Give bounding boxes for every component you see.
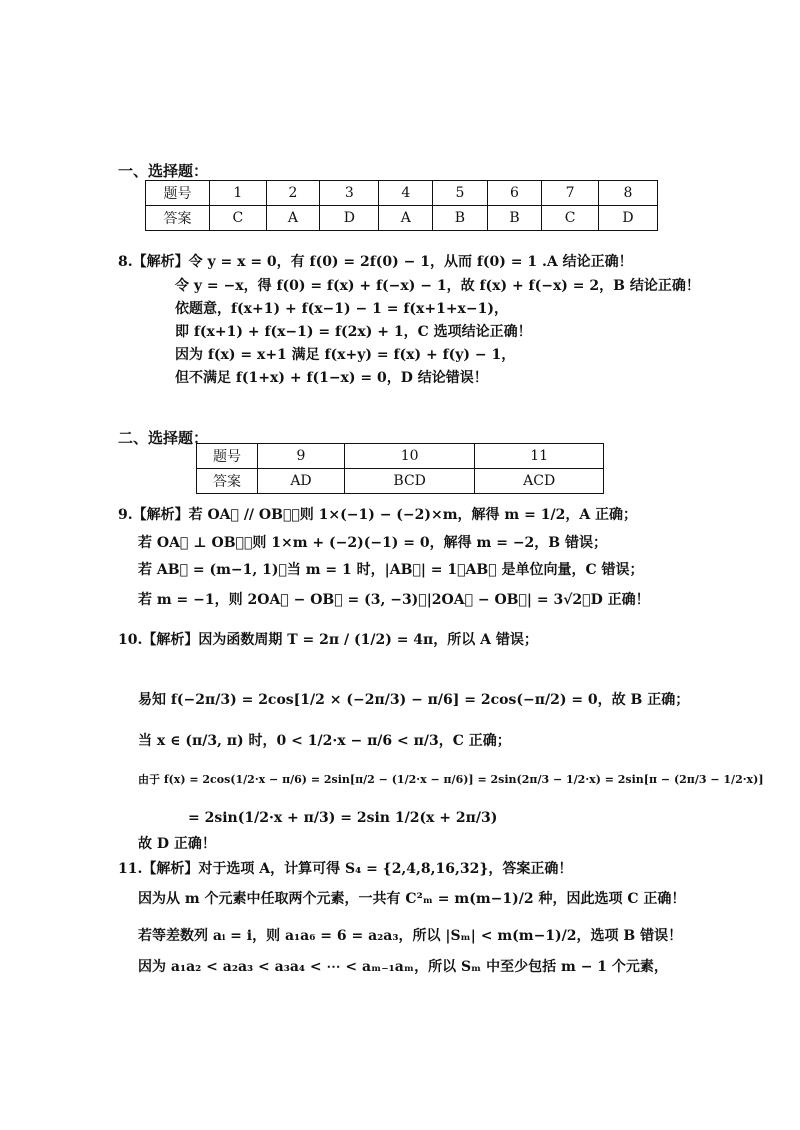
table-cell: AD [258,469,345,494]
q9-line-1: 9.【解析】若 OA⃗ // OB⃗，则 1×(−1) − (−2)×m，解得 m = 1/2，A 正确； [118,507,638,523]
table-cell: 8 [598,181,657,206]
q10-line-6: 故 D 正确！ [138,836,216,852]
q9-line-2: 若 OA⃗ ⊥ OB⃗，则 1×m + (−2)(−1) = 0，解得 m = −2，B 错误； [138,535,607,551]
table-cell: 题号 [197,444,258,469]
section1-title: 一、选择题： [118,162,209,180]
table-cell: 7 [542,181,599,206]
table-row [146,206,658,231]
q8-line-1: 8.【解析】令 y = x = 0，有 f(0) = 2f(0) − 1，从而 f(0) = 1 .A 结论正确！ [118,254,633,270]
table-row [197,469,604,494]
q11-line-4: 因为 a₁a₂ < a₂a₃ < a₃a₄ < ⋯ < aₘ₋₁aₘ，所以 Sₘ 中至少包括 m − 1 个元素， [138,959,668,975]
q11-line-3: 若等差数列 aᵢ = i，则 a₁a₆ = 6 = a₂a₃，所以 |Sₘ| < m(m−1)/2，选项 B 错误！ [138,928,683,944]
q8-line-3: 依题意，f(x+1) + f(x−1) − 1 = f(x+1+x−1)， [175,301,508,317]
q9-line-4: 若 m = −1，则 2OA⃗ − OB⃗ = (3, −3)，|2OA⃗ − OB⃗| = 3√2，D 正确！ [138,592,650,608]
table-cell: C [210,206,267,231]
q11-line-2: 因为从 m 个元素中任取两个元素，一共有 C²ₘ = m(m−1)/2 种，因此选项 C 正确！ [138,891,686,907]
table-cell: BCD [344,469,474,494]
table-cell: 答案 [197,469,258,494]
q10-line-2: 易知 f(−2π/3) = 2cos[1/2 × (−2π/3) − π/6] = 2cos(−π/2) = 0，故 B 正确； [138,692,690,708]
table-cell: 10 [344,444,474,469]
table-cell: 4 [379,181,433,206]
answer-table-2 [196,443,604,494]
table-cell: 答案 [146,206,210,231]
table-cell: 3 [320,181,379,206]
table-cell: D [598,206,657,231]
table-cell: A [266,206,320,231]
table-cell: 6 [487,181,542,206]
table-row [146,181,658,206]
q8-line-2: 令 y = −x，得 f(0) = f(x) + f(−x) − 1，故 f(x) + f(−x) = 2，B 结论正确！ [175,278,700,294]
table-cell: 题号 [146,181,210,206]
table-cell: B [433,206,488,231]
table-cell: 5 [433,181,488,206]
section2-title: 二、选择题： [118,429,209,447]
q10-line-3: 当 x ∈ (π/3, π) 时，0 < 1/2·x − π/6 < π/3，C 正确； [138,733,511,749]
table-cell: B [487,206,542,231]
q10-line-1: 10.【解析】因为函数周期 T = 2π / (1/2) = 4π，所以 A 错误； [118,632,538,648]
table-cell: D [320,206,379,231]
q10-line-4: 由于 f(x) = 2cos(1/2·x − π/6) = 2sin[π/2 − (1/2·x − π/6)] = 2sin(2π/3 − 1/2·x) = 2sin[π − (2π/3 − 1/2·x)] [138,773,764,786]
table-cell: 1 [210,181,267,206]
table-row [197,444,604,469]
q8-line-5: 因为 f(x) = x+1 满足 f(x+y) = f(x) + f(y) − 1， [175,347,516,363]
q8-line-6: 但不满足 f(1+x) + f(1−x) = 0，D 结论错误！ [175,370,488,386]
table-cell: ACD [475,469,604,494]
q9-line-3: 若 AB⃗ = (m−1, 1)，当 m = 1 时，|AB⃗| = 1，AB⃗ 是单位向量，C 错误； [138,562,644,578]
table-cell: 9 [258,444,345,469]
q8-line-4: 即 f(x+1) + f(x−1) = f(2x) + 1，C 选项结论正确！ [175,324,532,340]
table-cell: C [542,206,599,231]
table-cell: 11 [475,444,604,469]
q11-line-1: 11.【解析】对于选项 A，计算可得 S₄ = {2,4,8,16,32}，答案正确！ [118,861,573,877]
q10-line-5: = 2sin(1/2·x + π/3) = 2sin 1/2(x + 2π/3) [188,810,498,826]
table-cell: A [379,206,433,231]
answer-table-1 [145,180,658,231]
table-cell: 2 [266,181,320,206]
